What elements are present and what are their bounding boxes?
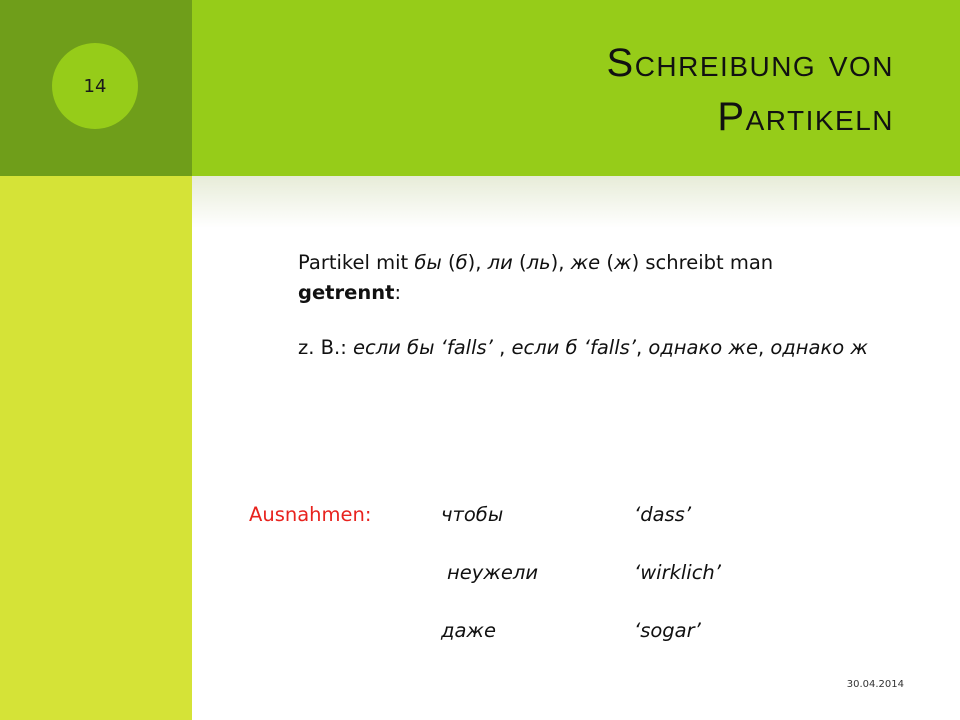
- exception-gloss: ‘wirklich’: [634, 561, 721, 584]
- exceptions-label: Ausnahmen:: [249, 503, 372, 526]
- particle-by: бы: [414, 251, 442, 274]
- exception-gloss: ‘dass’: [634, 503, 692, 526]
- slide-title: [607, 36, 894, 144]
- header-fade: [192, 176, 960, 228]
- intro-text: (: [441, 251, 456, 274]
- intro-text: Partikel mit: [298, 251, 415, 274]
- example-separator: ,: [492, 336, 512, 359]
- particle-li: ли: [487, 251, 513, 274]
- slide-title-line2: Partikeln: [717, 95, 894, 139]
- exception-word: неужели: [447, 561, 538, 584]
- intro-text: ),: [550, 251, 571, 274]
- exception-gloss: ‘sogar’: [634, 619, 701, 642]
- example-item: однако ж: [770, 336, 868, 359]
- particle-zhe: же: [570, 251, 601, 274]
- intro-bold-term: getrennt: [298, 281, 395, 304]
- particle-l: ль: [526, 251, 551, 274]
- example-line: [298, 333, 938, 363]
- slide-date: 30.04.2014: [846, 679, 904, 690]
- intro-text: (: [512, 251, 527, 274]
- particle-zh: ж: [614, 251, 632, 274]
- example-prefix: z. B.:: [298, 336, 353, 359]
- example-item: если б ‘falls’: [511, 336, 636, 359]
- slide-title-line1: Schreibung von: [606, 41, 894, 85]
- intro-text: ) schreibt man: [631, 251, 774, 274]
- intro-paragraph: [298, 248, 858, 308]
- intro-text: ),: [467, 251, 488, 274]
- particle-b: б: [455, 251, 468, 274]
- exception-word: чтобы: [441, 503, 504, 526]
- intro-text: (: [600, 251, 614, 274]
- intro-text: :: [394, 281, 402, 304]
- example-item: однако же: [648, 336, 758, 359]
- exception-word: даже: [441, 619, 496, 642]
- sidebar-bottom-block: [0, 176, 192, 720]
- example-item: если бы ‘falls’: [352, 336, 493, 359]
- example-separator: ,: [757, 336, 771, 359]
- slide-number: 14: [52, 43, 138, 129]
- example-separator: ,: [635, 336, 649, 359]
